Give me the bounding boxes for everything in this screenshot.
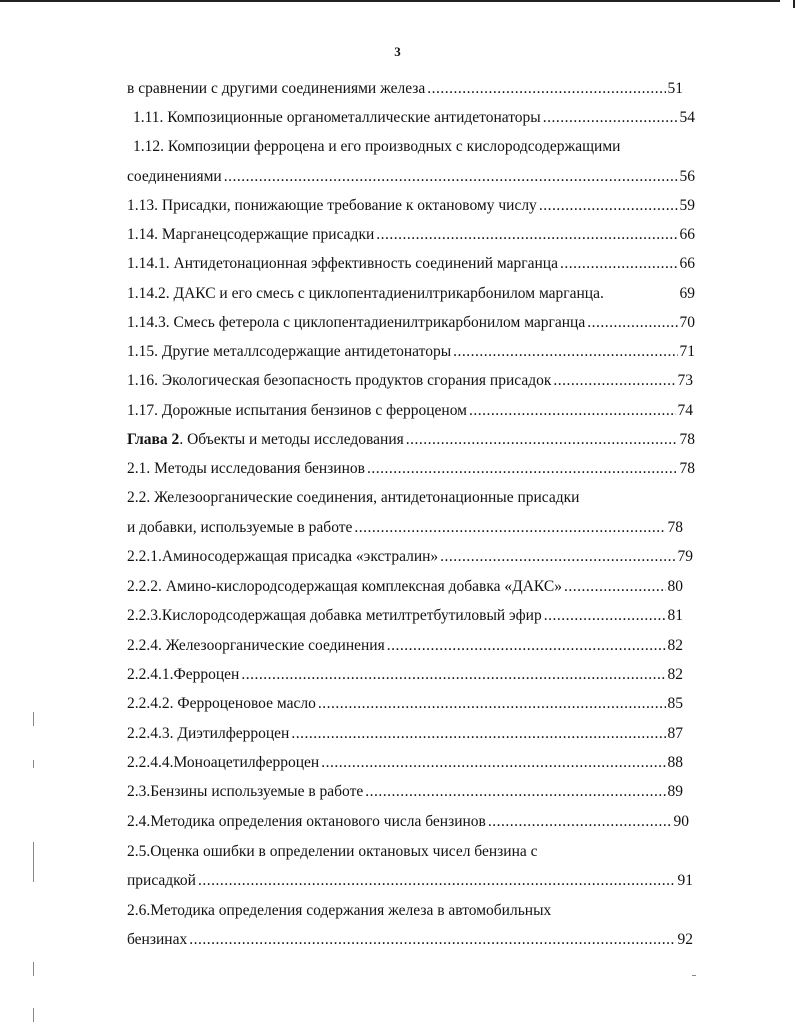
toc-entry: 2.2.4.2. Ферроценовое масло ..... 85: [127, 692, 683, 716]
toc-entry: 2.2.4.3. Диэтилферроцен ..... 87: [127, 722, 683, 746]
scan-top-border: [0, 0, 780, 2]
toc-entry: 2.1. Методы исследования бензинов ..... 78: [127, 457, 695, 481]
toc-entry: 2.5.Оценка ошибки в определении октановых чисел бензина с: [127, 843, 538, 860]
toc-entry: и добавки, используемые в работе ..... 78: [127, 516, 683, 540]
toc-entry: 1.15. Другие металлсодержащие антидетонаторы ..... 71: [127, 340, 695, 364]
toc-entry: 2.6.Методика определения содержания железа в автомобильных: [127, 902, 552, 919]
toc-entry: 1.12. Композиции ферроцена и его производных с кислородсодержащими: [133, 138, 621, 155]
scan-artifact-mark: [33, 842, 34, 882]
scan-artifact-mark: [33, 712, 34, 726]
toc-entry: 1.11. Композиционные органометаллические антидетонаторы ..... 54: [133, 106, 695, 130]
toc-entry: 2.2.3.Кислородсодержащая добавка метилтретбутиловый эфир ..... 81: [127, 604, 683, 628]
toc-entry: 2.4.Методика определения октанового числа бензинов ..... 90: [127, 810, 689, 834]
page-number: 3: [394, 44, 401, 59]
toc-entry: 1.14.3. Смесь фетерола с циклопентадиенилтрикарбонилом марганца ..... 70: [127, 311, 695, 335]
toc-entry: бензинах ..... 92: [127, 928, 693, 952]
toc-entry: 2.2.2. Амино-кислородсодержащая комплексная добавка «ДАКС» ..... 80: [127, 575, 683, 599]
toc-entry: 1.14.1. Антидетонационная эффективность соединений марганца ..... 66: [127, 252, 695, 276]
toc-entry: присадкой ..... 91: [127, 869, 693, 893]
toc-entry: 2.2. Железоорганические соединения, антидетонационные присадки: [127, 489, 580, 506]
scan-artifact-mark: [33, 962, 34, 976]
toc-entry: 1.17. Дорожные испытания бензинов с ферроценом ..... 74: [127, 399, 693, 423]
toc-entry: 1.13. Присадки, понижающие требование к октановому числу ..... 59: [127, 194, 695, 218]
scan-artifact-mark: [33, 760, 34, 768]
toc-entry: 1.14. Марганецсодержащие присадки ..... 66: [127, 223, 695, 247]
toc-entry: 2.2.4. Железоорганические соединения ..... 82: [127, 634, 683, 658]
scan-artifact-mark: [33, 1008, 34, 1022]
toc-entry: 2.2.4.1.Ферроцен ..... 82: [127, 663, 683, 687]
toc-entry: соединениями ..... 56: [127, 165, 695, 189]
toc-entry: 2.3.Бензины используемые в работе ..... 89: [127, 780, 683, 804]
scan-artifact-mark: [692, 975, 696, 976]
toc-entry: Глава 2. Объекты и методы исследования ..... 78: [127, 428, 695, 452]
toc-entry: 1.16. Экологическая безопасность продуктов сгорания присадок ..... 73: [127, 369, 693, 393]
toc-entry: 2.2.1.Аминосодержащая присадка «экстралин» ..... 79: [127, 545, 693, 569]
toc-entry: 1.14.2. ДАКС и его смесь с циклопентадиенилтрикарбонилом марганца. 69: [127, 285, 695, 302]
toc-entry: 2.2.4.4.Моноацетилферроцен ..... 88: [127, 751, 683, 775]
toc-entry: в сравнении с другими соединениями железа ..... 51: [127, 77, 683, 101]
